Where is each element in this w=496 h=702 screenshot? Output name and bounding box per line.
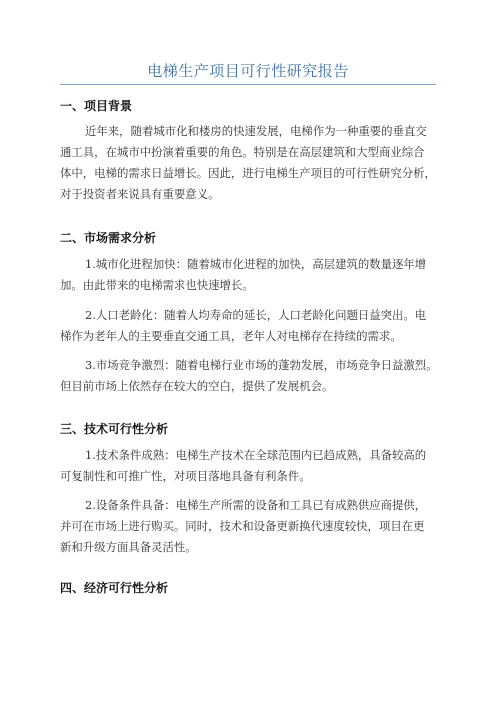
text-line: 对于投资者来说具有重要意义。 — [60, 187, 220, 201]
text-line: 梯作为老年人的主要垂直交通工具，老年人对电梯存在持续的需求。 — [60, 329, 402, 343]
text-line: 通工具，在城市中扮演着重要的角色。特别是在高层建筑和大型商业综合 — [60, 145, 425, 159]
text-line: 新和升级方面具备灵活性。 — [60, 540, 197, 554]
paragraph-equipment — [60, 495, 440, 558]
text-line: 可复制性和可推广性，对项目落地具备有利条件。 — [60, 469, 311, 483]
paragraph-urbanization — [60, 254, 440, 296]
section-heading-market: 二、市场需求分析 — [60, 231, 157, 245]
document-title: 电梯生产项目可行性研究报告 — [147, 62, 349, 80]
text-line: 2.设备条件具备：电梯生产所需的设备和工具已有成熟供应商提供， — [85, 498, 427, 512]
text-line: 加。由此带来的电梯需求也快速增长。 — [60, 278, 254, 292]
paragraph-aging — [60, 305, 440, 347]
paragraph-background — [60, 121, 440, 205]
section-heading-economic: 四、经济可行性分析 — [60, 581, 169, 595]
paragraph-competition — [60, 355, 440, 397]
section-heading-background: 一、项目背景 — [60, 99, 133, 113]
text-line: 1.技术条件成熟：电梯生产技术在全球范围内已趋成熟，具备较高的 — [85, 448, 427, 462]
text-line: 但目前市场上依然存在较大的空白，提供了发展机会。 — [60, 379, 334, 393]
text-line: 2.人口老龄化：随着人均寿命的延长，人口老龄化问题日益突出。电 — [85, 308, 427, 322]
text-line: 1.城市化进程加快：随着城市化进程的加快，高层建筑的数量逐年增 — [85, 257, 427, 271]
text-line: 近年来，随着城市化和楼房的快速发展，电梯作为一种重要的垂直交 — [85, 124, 427, 138]
section-heading-technical: 三、技术可行性分析 — [60, 422, 169, 436]
text-line: 并可在市场上进行购买。同时，技术和设备更新换代速度较快，项目在更 — [60, 519, 425, 533]
text-line: 体中，电梯的需求日益增长。因此，进行电梯生产项目的可行性研究分析， — [60, 166, 436, 180]
text-line: 3.市场竞争激烈：随着电梯行业市场的蓬勃发展，市场竞争日益激烈。 — [85, 358, 438, 372]
paragraph-tech-mature — [60, 445, 440, 487]
title-divider — [60, 84, 436, 85]
